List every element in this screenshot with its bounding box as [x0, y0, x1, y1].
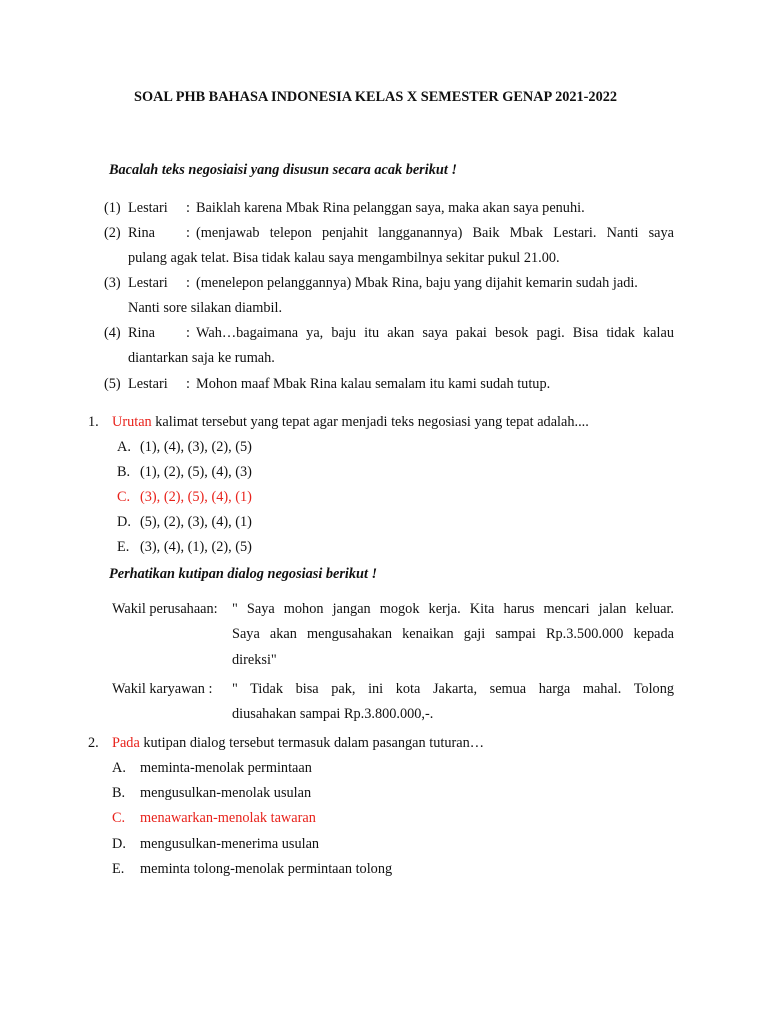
question-text — [112, 734, 484, 752]
question-highlight: Urutan — [112, 414, 152, 430]
dialog-line: " Saya mohon jangan mogok kerja. Kita harus mencari jalan keluar. — [232, 601, 674, 617]
option-text-correct: menawarkan-menolak tawaran — [140, 810, 316, 826]
sentence-speaker: Lestari — [128, 275, 168, 291]
option-text: (5), (2), (3), (4), (1) — [140, 514, 252, 530]
sentence-number: (3) — [104, 275, 121, 291]
sentence-number: (2) — [104, 225, 121, 241]
sentence-speaker: Lestari — [128, 200, 168, 216]
question-number: 2. — [88, 735, 99, 751]
option-letter-correct: C. — [117, 489, 131, 505]
option-text: mengusulkan-menerima usulan — [140, 836, 320, 852]
option-letter: A. — [112, 760, 126, 776]
sentence-text-continued: pulang agak telat. Bisa tidak kalau saya mengambilnya sekitar pukul 21.00. — [128, 250, 560, 266]
option-letter: D. — [117, 514, 131, 530]
sentence-colon: : — [186, 325, 190, 341]
sentence-text: (menelepon pelanggannya) Mbak Rina, baju yang dijahit kemarin sudah jadi. — [196, 275, 638, 291]
question-highlight: Pada — [112, 735, 140, 751]
sentence-number: (4) — [104, 325, 121, 341]
sentence-text: Mohon maaf Mbak Rina kalau semalam itu kami sudah tutup. — [196, 376, 551, 392]
option-letter: B. — [112, 785, 126, 801]
dialog-line: diusahakan sampai Rp.3.800.000,-. — [232, 706, 434, 722]
sentence-colon: : — [186, 200, 190, 216]
sentence-text-continued: diantarkan saja ke rumah. — [128, 350, 275, 366]
sentence-colon: : — [186, 376, 190, 392]
option-text: (1), (2), (5), (4), (3) — [140, 464, 252, 480]
dialog-speaker: Wakil perusahaan: — [112, 601, 218, 617]
instruction-dialog-text: Perhatikan kutipan dialog negosiasi berikut ! — [109, 566, 378, 582]
option-text-correct: (3), (2), (5), (4), (1) — [140, 489, 252, 505]
dialog-speaker: Wakil karyawan : — [112, 681, 213, 697]
sentence-speaker: Rina — [128, 325, 156, 341]
option-letter: A. — [117, 439, 131, 455]
sentence-speaker: Lestari — [128, 376, 168, 392]
question-text-rest: kutipan dialog tersebut termasuk dalam pasangan tuturan… — [139, 735, 485, 751]
option-letter: D. — [112, 836, 126, 852]
question-number: 1. — [88, 414, 99, 430]
instruction-read-text: Bacalah teks negosiaisi yang disusun secara acak berikut ! — [109, 162, 457, 178]
sentence-number: (1) — [104, 200, 121, 216]
dialog-line: direksi" — [232, 652, 277, 668]
sentence-colon: : — [186, 275, 190, 291]
sentence-text: Wah…bagaimana ya, baju itu akan saya pakai besok pagi. Bisa tidak kalau — [196, 325, 674, 341]
option-text: (3), (4), (1), (2), (5) — [140, 539, 252, 555]
option-letter: E. — [117, 539, 130, 555]
option-text: (1), (4), (3), (2), (5) — [140, 439, 252, 455]
sentence-speaker: Rina — [128, 225, 156, 241]
option-text: meminta tolong-menolak permintaan tolong — [140, 861, 393, 877]
question-text — [112, 413, 589, 431]
question-text-rest: kalimat tersebut yang tepat agar menjadi teks negosiasi yang tepat adalah.... — [151, 414, 589, 430]
option-text: meminta-menolak permintaan — [140, 760, 312, 776]
option-text: mengusulkan-menolak usulan — [140, 785, 312, 801]
option-letter: B. — [117, 464, 131, 480]
sentence-text: (menjawab telepon penjahit langganannya) Baik Mbak Lestari. Nanti saya — [196, 225, 674, 241]
page-title: SOAL PHB BAHASA INDONESIA KELAS X SEMESTER GENAP 2021-2022 — [134, 89, 618, 105]
sentence-number: (5) — [104, 376, 121, 392]
dialog-line: " Tidak bisa pak, ini kota Jakarta, semua harga mahal. Tolong — [232, 681, 674, 697]
sentence-colon: : — [186, 225, 190, 241]
option-letter: E. — [112, 861, 125, 877]
sentence-text-continued: Nanti sore silakan diambil. — [128, 300, 283, 316]
option-letter-correct: C. — [112, 810, 126, 826]
dialog-line: Saya akan mengusahakan kenaikan gaji sampai Rp.3.500.000 kepada — [232, 626, 674, 642]
sentence-text: Baiklah karena Mbak Rina pelanggan saya, maka akan saya penuhi. — [196, 200, 585, 216]
